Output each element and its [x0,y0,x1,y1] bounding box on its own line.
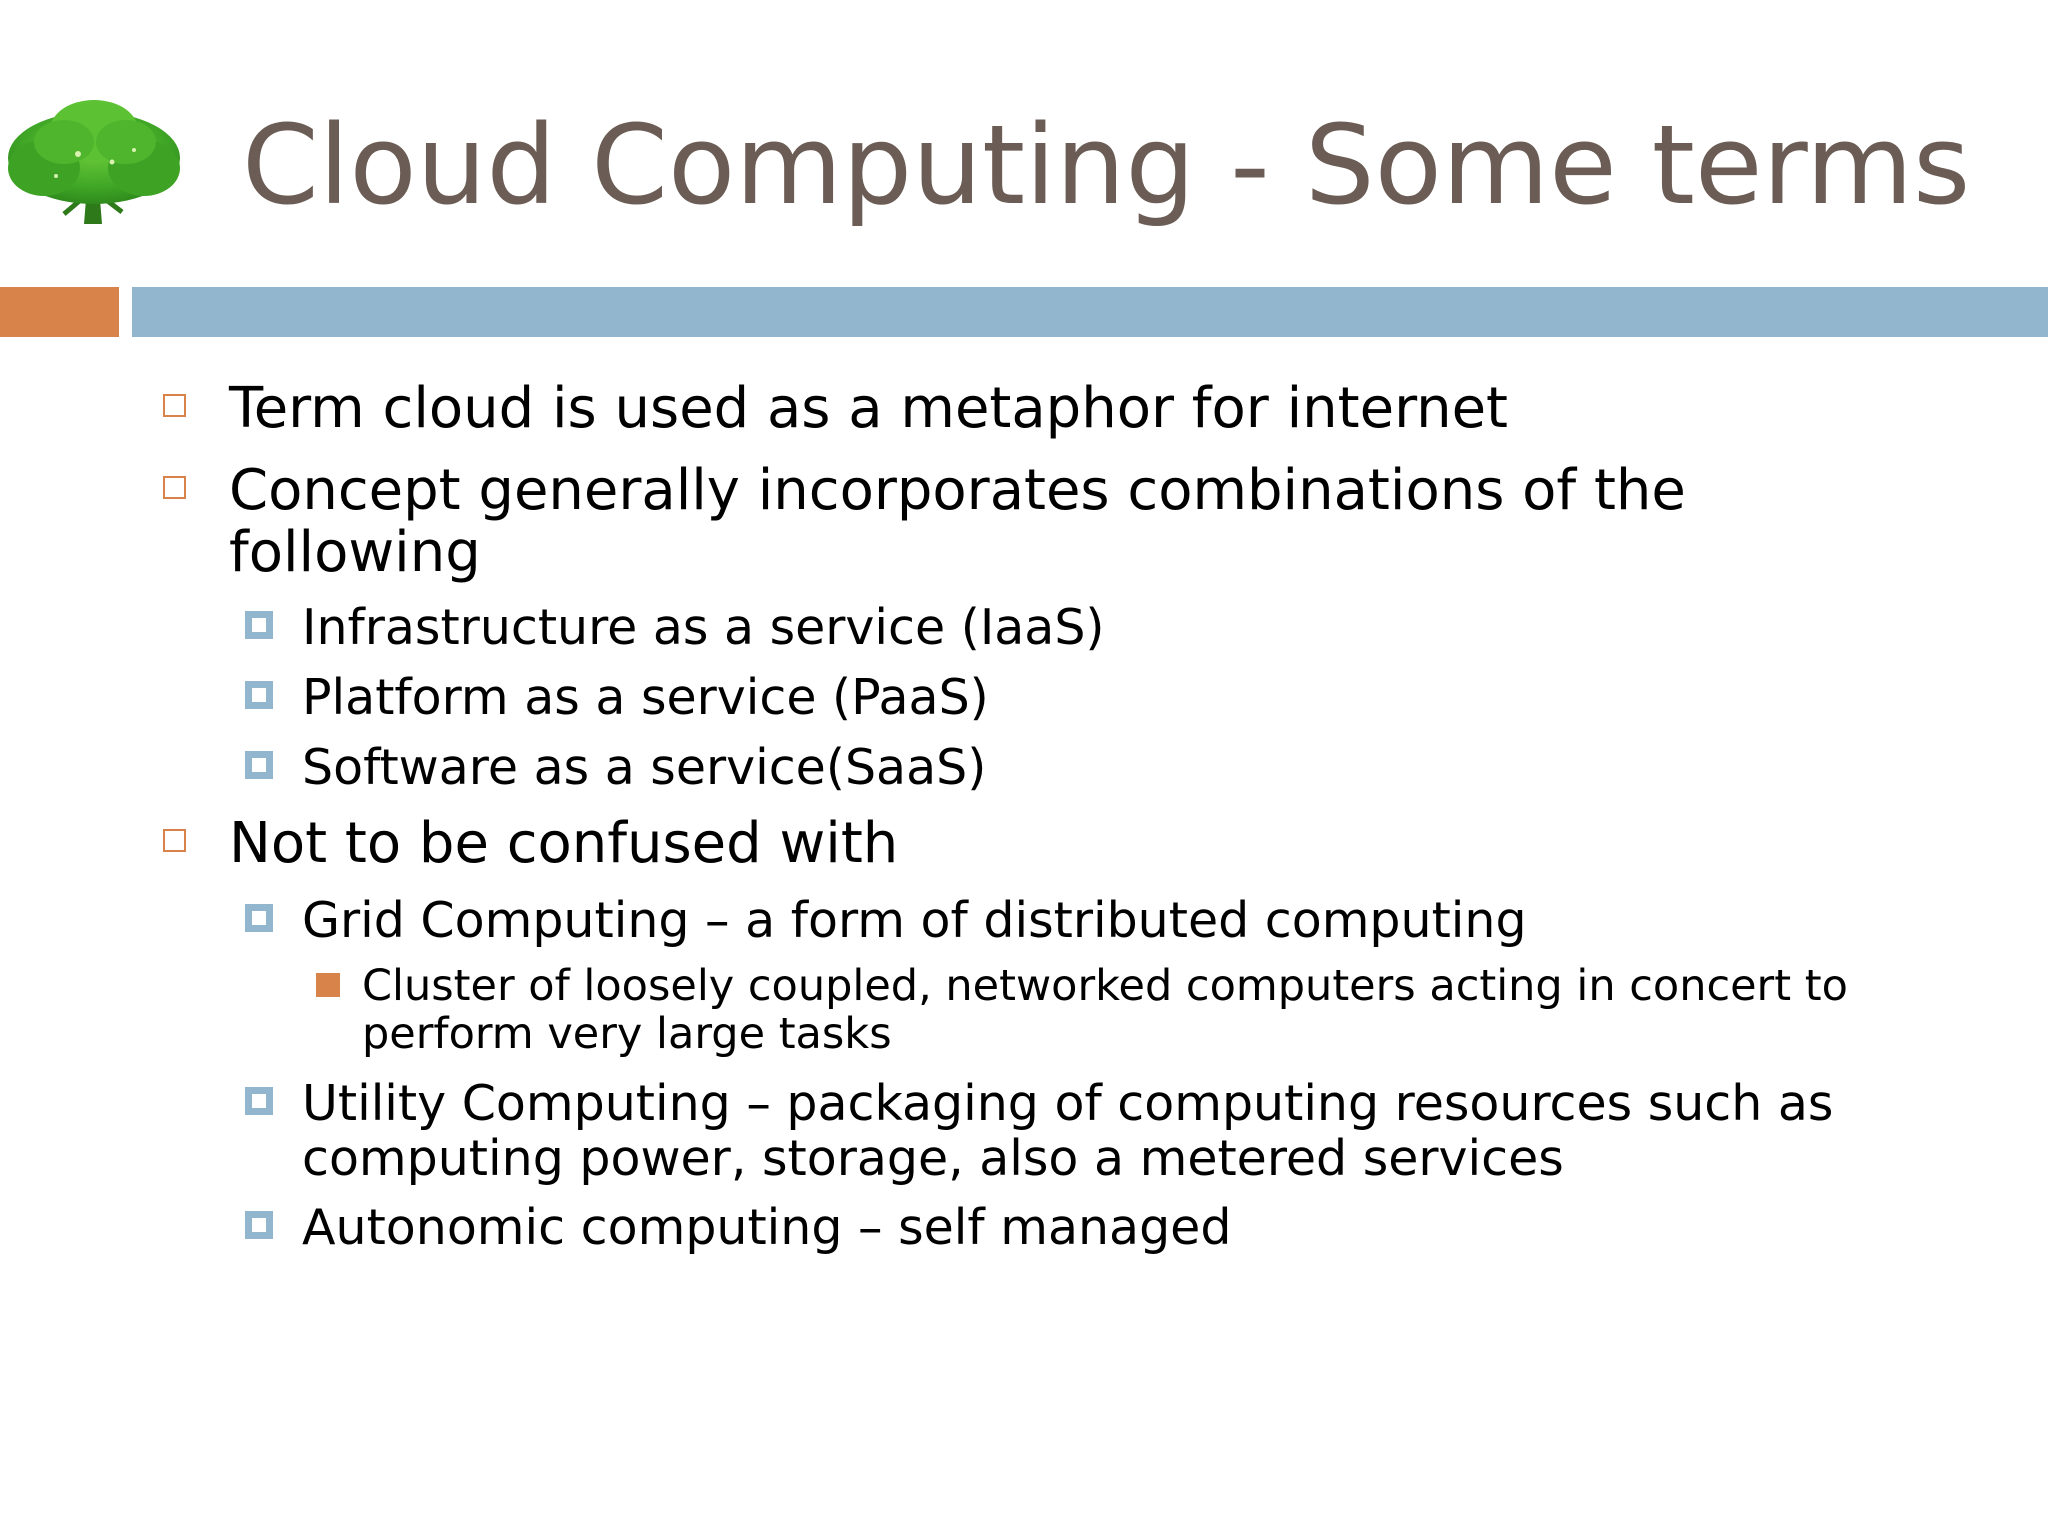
tree-icon [4,96,184,228]
bullet-marker-level2 [245,1087,273,1115]
bullet-marker-level2 [245,751,273,779]
bullet-marker-level3 [316,973,340,997]
list-item: Autonomic computing – self managed [302,1199,1232,1256]
list-item-line1: Concept generally incorporates combinations of the [229,458,1686,523]
list-item: Not to be confused with [229,811,899,876]
slide-title: Cloud Computing - Some terms [242,101,1971,229]
list-item-line1: Utility Computing – packaging of computing resources such as [302,1075,1834,1132]
list-item-line2: computing power, storage, also a metered services [302,1130,1564,1187]
bullet-marker-level2 [245,611,273,639]
list-item: Term cloud is used as a metaphor for internet [229,376,1509,441]
bullet-marker-level1 [163,394,186,417]
list-item: Infrastructure as a service (IaaS) [302,599,1105,656]
list-item: Platform as a service (PaaS) [302,669,989,726]
list-item: Software as a service(SaaS) [302,739,987,796]
accent-bar-orange [0,287,119,337]
bullet-marker-level2 [245,904,273,932]
accent-bar-blue [132,287,2048,337]
list-item-line1: Cluster of loosely coupled, networked computers acting in concert to [362,961,1848,1011]
bullet-marker-level1 [163,476,186,499]
list-item: Grid Computing – a form of distributed computing [302,892,1527,949]
bullet-marker-level1 [163,829,186,852]
list-item-line2: perform very large tasks [362,1009,892,1059]
bullet-marker-level2 [245,1211,273,1239]
bullet-marker-level2 [245,681,273,709]
list-item-line2: following [229,520,481,585]
